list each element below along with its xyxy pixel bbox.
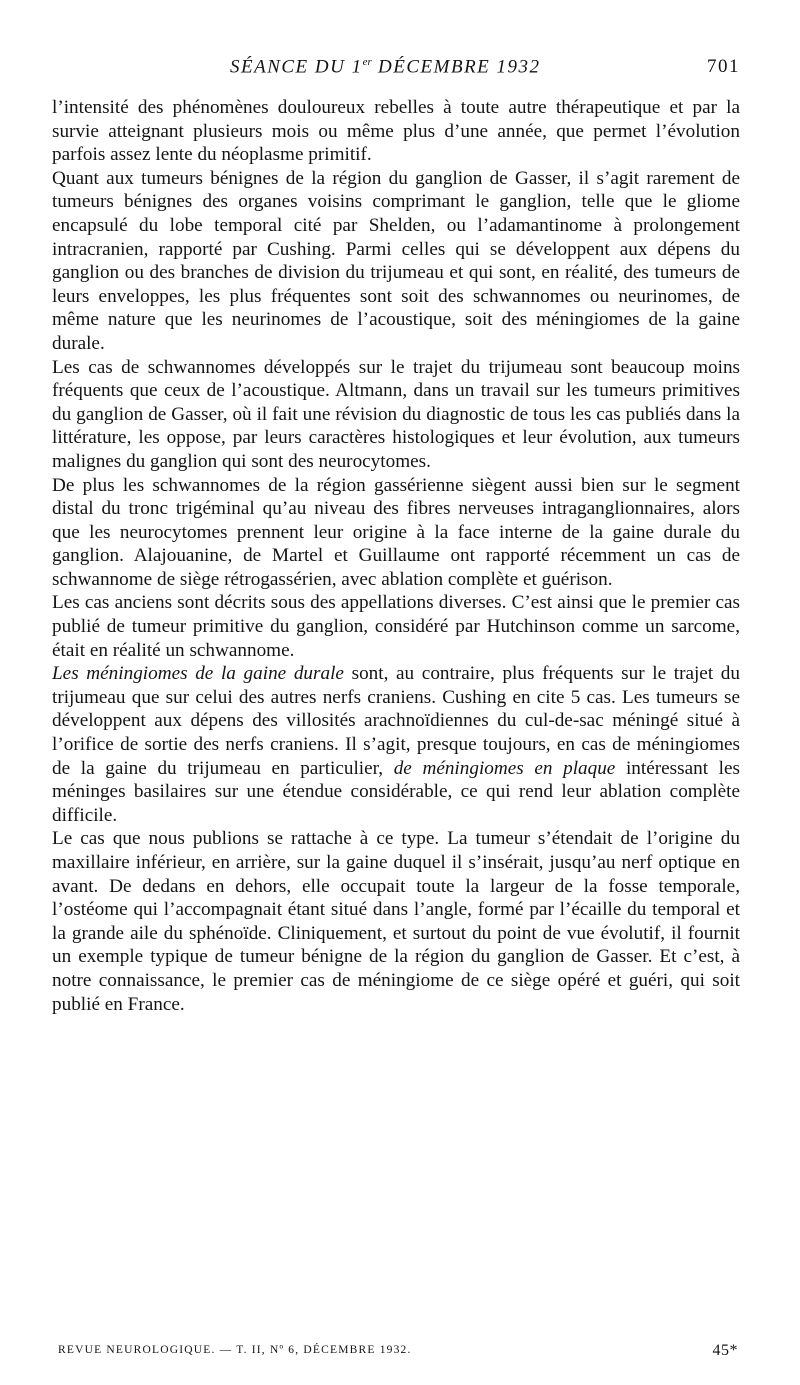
paragraph-old-cases: Les cas anciens sont décrits sous des appellations diverses. C’est ainsi que le premier cas publié de tumeur primitive du ganglion, considéré par Hutchinson comme un sarcome, était en réalité un schwannome. <box>52 592 740 661</box>
page-number: 701 <box>707 56 740 77</box>
paragraph-schwannomes: Les cas de schwannomes développés sur le trajet du trijumeau sont beaucoup moins fréquents que ceux de l’acoustique. Altmann, dans un travail sur les tumeurs primitives du ganglion de Gasser, où il fait une révision du diagnostic de tous les cas publiés dans la littérature, les oppose, par leurs caractères histologiques et leur évolution, aux tumeurs malignes du ganglion qui sont des neurocytomes. <box>52 356 740 472</box>
paragraph-benign-tumors: Quant aux tumeurs bénignes de la région du ganglion de Gasser, il s’agit rarement de tumeurs bénignes des organes voisins comprimant le ganglion, telle que le gliome encapsulé du lobe temporal cité par Shelden, ou l’adamantinome à prolongement intracranien, rapporté par Cushing. Parmi celles qui se développent aux dépens du ganglion ou des branches de division du trijumeau et qui sont, en réalité, des tumeurs de leurs enveloppes, les plus fréquentes sont soit des schwannomes ou neurinomes, de même nature que les neurinomes de l’acoustique, soit des méningiomes de la gaine durale. <box>52 167 740 354</box>
journal-citation: REVUE NEUROLOGIQUE. — T. II, Nº 6, DÉCEMBRE 1932. <box>58 1344 412 1356</box>
running-title-superscript: er <box>362 56 372 68</box>
paragraph-gasserian-region: De plus les schwannomes de la région gassérienne siègent aussi bien sur le segment distal du tronc trigéminal qu’au niveau des fibres nerveuses intraganglionnaires, alors que les neurocytomes prennent leur origine à la face interne de la gaine durale du ganglion. Alajouanine, de Martel et Guillaume ont rapporté récemment un cas de schwannome de siège rétrogassérien, avec ablation complète et guérison. <box>52 474 740 590</box>
meningiomes-text-b: intéressant les méninges basilaires sur une étendue considérable, ce qui rend leur ablation complète difficile. <box>52 757 740 826</box>
italic-meningiomes-title: Les méningiomes de la gaine durale <box>52 663 344 685</box>
printer-signature: 45* <box>712 1342 738 1359</box>
paragraph-meningiomes <box>52 662 740 827</box>
running-title <box>230 56 541 78</box>
running-title-text: SÉANCE DU 1 <box>230 56 363 78</box>
article-body <box>52 96 740 1016</box>
running-title-date: DÉCEMBRE 1932 <box>371 56 541 78</box>
paragraph-our-case: Le cas que nous publions se rattache à ce type. La tumeur s’étendait de l’origine du maxillaire inférieur, en arrière, sur la gaine duquel il s’insérait, jusqu’au nerf optique en avant. De dedans en dehors, elle occupait toute la largeur de la fosse temporale, l’ostéome qui l’accompagnait étant situé dans l’angle, formé par l’écaille du temporal et la grande aile du sphénoïde. Cliniquement, et surtout du point de vue évolutif, il fournit un exemple typique de tumeur bénigne de la région du ganglion de Gasser. Et c’est, à notre connaissance, le premier cas de méningiome de ce siège opéré et guéri, qui soit publié en France. <box>52 828 740 1015</box>
italic-meningiomes-plaque: de méningiomes en plaque <box>393 757 616 779</box>
meningiomes-text-a: sont, au contraire, plus fréquents sur le trajet du trijumeau que sur celui des autres nerfs craniens. Cushing en cite 5 cas. Les tumeurs se développent aux dépens des villosités arachnoïdiennes du cul-de-sac méningé situé à l’orifice de sortie des nerfs craniens. Il s’agit, presque toujours, en cas de méningiomes de la gaine du trijumeau en particulier, <box>52 663 740 779</box>
paragraph-continuation: l’intensité des phénomènes douloureux rebelles à toute autre thérapeutique et par la survie atteignant plusieurs mois ou même plus d’une année, que permet l’évolution parfois assez lente du néoplasme primitif. <box>52 97 740 166</box>
